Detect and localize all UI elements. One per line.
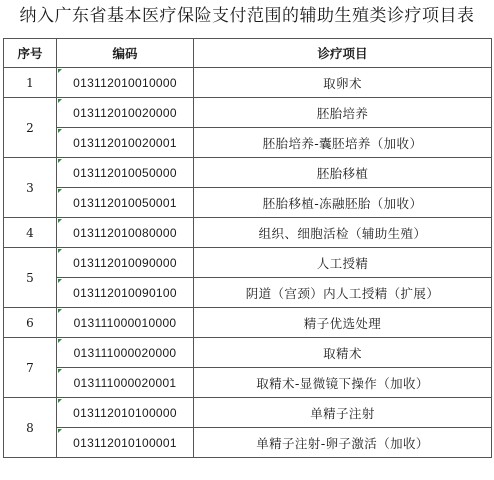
table-row xyxy=(4,158,492,188)
table-row xyxy=(4,428,492,458)
table-row xyxy=(4,338,492,368)
header-seq: 序号 xyxy=(4,39,57,68)
code-cell: 013112010100001 xyxy=(57,428,194,458)
seq-cell: 1 xyxy=(4,68,57,98)
page-title: 纳入广东省基本医疗保险支付范围的辅助生殖类诊疗项目表 xyxy=(19,6,475,26)
item-name-cell: 取精术 xyxy=(194,338,492,368)
item-name-cell: 精子优选处理 xyxy=(194,308,492,338)
table-row xyxy=(4,98,492,128)
item-name-cell: 胚胎培养-囊胚培养（加收） xyxy=(194,128,492,158)
code-cell: 013111000020001 xyxy=(57,368,194,398)
code-cell: 013112010090000 xyxy=(57,248,194,278)
seq-cell: 2 xyxy=(4,98,57,158)
code-cell: 013111000010000 xyxy=(57,308,194,338)
code-cell: 013112010020001 xyxy=(57,128,194,158)
item-name-cell: 取卵术 xyxy=(194,68,492,98)
seq-cell: 8 xyxy=(4,398,57,458)
table-header-row xyxy=(4,39,492,68)
item-name-cell: 胚胎培养 xyxy=(194,98,492,128)
code-cell: 013112010090100 xyxy=(57,278,194,308)
code-cell: 013112010050001 xyxy=(57,188,194,218)
item-name-cell: 组织、细胞活检（辅助生殖） xyxy=(194,218,492,248)
header-code: 编码 xyxy=(57,39,194,68)
table-row xyxy=(4,218,492,248)
table-row xyxy=(4,68,492,98)
code-cell: 013112010080000 xyxy=(57,218,194,248)
table-body xyxy=(4,68,492,458)
table-row xyxy=(4,368,492,398)
table-row xyxy=(4,128,492,158)
code-cell: 013112010100000 xyxy=(57,398,194,428)
code-cell: 013112010010000 xyxy=(57,68,194,98)
item-name-cell: 单精子注射-卵子激活（加收） xyxy=(194,428,492,458)
item-name-cell: 胚胎移植-冻融胚胎（加收） xyxy=(194,188,492,218)
seq-cell: 6 xyxy=(4,308,57,338)
seq-cell: 7 xyxy=(4,338,57,398)
item-name-cell: 人工授精 xyxy=(194,248,492,278)
item-name-cell: 阴道（宫颈）内人工授精（扩展） xyxy=(194,278,492,308)
code-cell: 013112010020000 xyxy=(57,98,194,128)
seq-cell: 4 xyxy=(4,218,57,248)
diagnosis-items-table xyxy=(3,38,492,458)
item-name-cell: 胚胎移植 xyxy=(194,158,492,188)
code-cell: 013112010050000 xyxy=(57,158,194,188)
seq-cell: 5 xyxy=(4,248,57,308)
table-row xyxy=(4,278,492,308)
code-cell: 013111000020000 xyxy=(57,338,194,368)
header-name: 诊疗项目 xyxy=(194,39,492,68)
seq-cell: 3 xyxy=(4,158,57,218)
item-name-cell: 取精术-显微镜下操作（加收） xyxy=(194,368,492,398)
table-row xyxy=(4,188,492,218)
table-row xyxy=(4,308,492,338)
table-row xyxy=(4,398,492,428)
table-row xyxy=(4,248,492,278)
item-name-cell: 单精子注射 xyxy=(194,398,492,428)
